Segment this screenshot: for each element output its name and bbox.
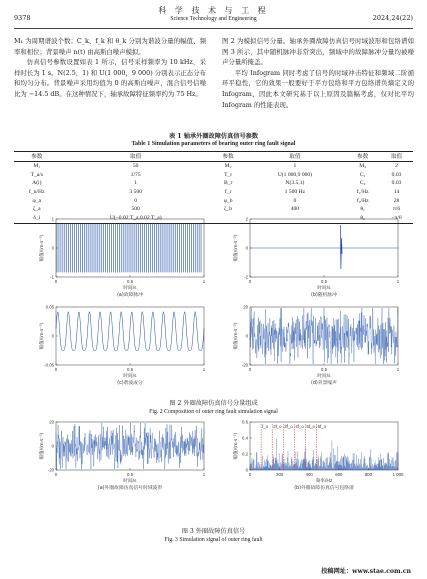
fault-frequency-label: 2f_o <box>273 424 282 429</box>
subplot-label: (b)随机脉冲 <box>311 293 337 298</box>
fault-frequency-label: 6f_o <box>317 424 326 429</box>
table-row <box>14 188 413 197</box>
page-header <box>14 4 413 29</box>
table-cell: f_r <box>224 189 232 196</box>
issue-info: 2024,24(22) <box>372 14 413 22</box>
right-paragraph-1: 图 2 为模拟信号分量。轴承外圈故障仿真信号时域波形和包络谱如图 3 所示，其中随机脉冲非常突出，频域中的故障脉冲分量均被噪声分量所掩盖。 <box>222 37 414 67</box>
fig2-panel-a <box>30 217 210 303</box>
y-tick-label: 20 <box>49 420 54 425</box>
table-cell: φ_b <box>223 197 233 204</box>
y-tick-label: 0 <box>245 333 248 339</box>
x-axis-label: 时间/s <box>123 286 137 291</box>
fig3-panel-b <box>224 420 404 498</box>
y-tick-label: 1 <box>51 217 54 222</box>
fig2-panel-b <box>224 217 404 303</box>
left-paragraph-1: M₁ 为周期谱波个数；C_k、f_k 和 θ_k 分别为谐波分量的幅值、频率和相位；背景噪声 n(t) 由高斯白噪声模拟。 <box>14 37 206 56</box>
x-tick-label: 1 <box>202 279 206 284</box>
y-tick-label: 0.6 <box>242 420 248 425</box>
signal-trace <box>56 312 204 351</box>
signal-trace <box>57 224 201 273</box>
subplot-label: (a)故障脉冲 <box>117 293 143 298</box>
table-cell: 28 <box>393 197 400 204</box>
table-cell: f₂/Hz <box>356 197 369 204</box>
table-row <box>14 161 413 170</box>
subplot-label: (a)外圈故障仿真信号时域波形 <box>97 486 163 491</box>
journal-title-en: Science Technology and Engineering <box>170 16 257 22</box>
y-tick-label: -20 <box>47 467 54 473</box>
x-tick-label: 0.5 <box>321 279 327 284</box>
table-cell: 1 <box>293 163 297 170</box>
fig2-panel-d <box>224 305 404 391</box>
page-number: 9378 <box>14 14 31 22</box>
table-body <box>14 161 413 223</box>
y-tick-label: 0 <box>51 245 54 251</box>
x-tick-label: 600 <box>335 472 343 477</box>
table-cell: 2 <box>395 163 398 170</box>
table-cell: 500 <box>131 206 140 213</box>
table-header-cell: 取值 <box>390 154 403 161</box>
table-row <box>14 179 413 188</box>
x-tick-label: 1 <box>202 367 206 372</box>
table-header-cell: 参数 <box>31 154 43 161</box>
fig3-caption-en: Fig. 3 Simulation signal of outer ring fault <box>164 537 263 543</box>
x-tick-label: 0 <box>54 367 58 372</box>
table-header-cell: 取值 <box>289 154 301 161</box>
x-axis-label: 时间/s <box>123 374 137 379</box>
table-cell: 1 <box>134 180 138 187</box>
table-cell: C₂ <box>359 180 366 187</box>
x-tick-label: 1 <box>202 472 206 477</box>
fig2-panel-c <box>30 305 210 391</box>
x-tick-label: 400 <box>305 472 313 477</box>
y-axis-label: 幅值/(m·s⁻²) <box>40 234 45 262</box>
x-tick-label: 0.5 <box>127 367 133 372</box>
y-tick-label: 0 <box>245 245 248 251</box>
table-cell: N(3.5,1) <box>285 180 305 187</box>
signal-trace <box>250 225 398 269</box>
table-cell: B_r <box>223 180 233 187</box>
y-tick-label: -20 <box>241 362 248 368</box>
table-cell: 0 <box>134 197 138 204</box>
fault-frequency-label: f_o <box>262 424 269 429</box>
table-header-cell: 参数 <box>357 154 369 161</box>
x-tick-label: 0.5 <box>321 367 327 372</box>
x-tick-label: 0 <box>54 279 58 284</box>
table-header-row <box>14 152 413 162</box>
y-tick-label: -1 <box>50 274 54 280</box>
signal-trace <box>56 423 204 469</box>
x-tick-label: 800 <box>364 472 372 477</box>
table-cell: M₃ <box>359 163 367 170</box>
table-cell: θ₁ <box>360 206 365 213</box>
table-header-cell: 取值 <box>130 154 142 161</box>
x-tick-label: 200 <box>276 472 284 477</box>
subplot-label: (d)背景噪声 <box>311 381 337 386</box>
x-tick-label: 0 <box>248 279 252 284</box>
y-tick-label: 0 <box>51 333 54 339</box>
table-cell: f₁/Hz <box>356 189 369 196</box>
table-cell: 1 500 Hz <box>284 189 306 196</box>
table-cell: θ₂ <box>360 215 365 222</box>
table-cell: 3 500 <box>129 189 142 196</box>
y-tick-label: 0 <box>245 467 248 473</box>
y-tick-label: -0.05 <box>44 362 54 368</box>
y-tick-label: 0.4 <box>242 435 248 441</box>
fig2-caption-cn: 图 2 外圈故障仿真信号分量组成 <box>169 400 258 407</box>
left-column <box>14 36 206 100</box>
table-cell: 1/75 <box>130 171 141 178</box>
fault-frequency-label: 4f_o <box>295 424 304 429</box>
table-cell: f_n/Hz <box>29 189 45 196</box>
table-cell: 0 <box>293 197 297 204</box>
fig2-caption-en: Fig. 2 Composition of outer ring fault simulation signal <box>149 409 278 415</box>
y-tick-label: -2 <box>244 274 248 280</box>
x-axis-label: 时间/s <box>123 479 137 484</box>
fault-frequency-label: 3f_o <box>284 424 293 429</box>
table-cell: 0.03 <box>391 171 402 178</box>
x-tick-label: 0 <box>54 472 58 477</box>
table-cell: δ_i <box>33 215 41 222</box>
table-cell: 400 <box>290 206 300 213</box>
table-cell: U(1 000,9 000) <box>277 171 313 178</box>
table-header-cell: 参数 <box>222 154 234 161</box>
subplot-label: (b)外圈故障仿真信号包络谱 <box>294 486 354 491</box>
y-tick-label: 0.05 <box>45 305 54 310</box>
x-tick-label: 0.5 <box>127 279 133 284</box>
x-axis-label: 时间/s <box>317 286 331 291</box>
y-axis-label: 幅值/(m·s⁻²) <box>40 322 45 350</box>
table-cell: T_a/s <box>30 171 43 178</box>
table-cell: 50 <box>132 163 139 170</box>
table-row <box>14 170 413 179</box>
table-title-cn: 表 1 轴承外圈故障仿真信号参数 <box>168 133 259 140</box>
table-cell: U(−0.02 T_a,0.02 T_a) <box>109 215 162 222</box>
right-column <box>222 36 414 110</box>
parameter-table <box>14 151 413 224</box>
x-tick-label: 1 000 <box>392 472 404 477</box>
subplot-label: (c)谐波成分 <box>117 381 143 386</box>
right-paragraph-2: 平均 Infogram 同时考虑了信号的时域冲击特征和频域二阶循环平稳性，它的效果一般要好于平方包络和平方包络谱负熵定义的 Infogram，因此本文研究基于以上原因及篇幅考虑，仅对比平均 Infogram 的性能表现。 <box>222 68 414 109</box>
table-cell: A(i) <box>32 180 42 187</box>
table-cell: π/6 <box>392 206 401 213</box>
y-tick-label: 2 <box>245 217 248 222</box>
table-cell: 0.03 <box>391 180 402 187</box>
table-cell: M₁ <box>33 163 41 170</box>
x-axis-label: 频率/Hz <box>315 479 333 484</box>
fig3-caption-cn: 图 3 外圈故障仿真信号 <box>181 528 246 535</box>
table-cell: M₂ <box>224 163 232 170</box>
x-tick-label: 1 <box>396 367 400 372</box>
fault-frequency-label: 5f_o <box>306 424 315 429</box>
y-tick-label: 20 <box>243 305 248 310</box>
y-tick-label: 0 <box>51 443 54 449</box>
signal-trace <box>250 308 398 364</box>
table-cell: 14 <box>393 189 400 196</box>
table-cell: ζ_a <box>32 206 41 213</box>
submission-url: 投稿网址：www.stae.com.cn <box>321 568 411 575</box>
journal-title-cn: 科 学 技 术 与 工 程 <box>158 6 269 15</box>
y-axis-label: 幅值/(m·s⁻²) <box>234 322 239 350</box>
table-cell: −π/6 <box>391 215 402 222</box>
y-axis-label: 幅值/(m·s⁻²) <box>234 432 239 460</box>
y-axis-label: 幅值/(m·s⁻²) <box>40 432 45 460</box>
y-tick-label: 0.2 <box>242 451 248 457</box>
y-axis-label: 幅值/(m·s⁻²) <box>234 234 239 262</box>
table-cell: φ_a <box>32 197 42 204</box>
x-tick-label: 1 <box>396 279 400 284</box>
x-tick-label: 0.5 <box>127 472 133 477</box>
table-row <box>14 196 413 205</box>
x-tick-label: 0 <box>248 472 252 477</box>
table-row <box>14 205 413 214</box>
table-title-en: Table 1 Simulation parameters of bearing outer ring fault signal <box>131 141 296 147</box>
table-cell: T_r <box>224 171 233 178</box>
fig3-panel-a <box>30 420 210 498</box>
left-paragraph-2: 仿真信号参数设置如表 1 所示，信号采样频率为 10 kHz，采样时长为 1 s。N(2.5，1) 和 U(1 000，9 000) 分别表示正态分布和均匀分布。背景噪声采用均值为 0 的高斯白噪声，混合信号信噪比为 −14.5 dB。在这种情况下，轴承故障特征频率约为 75 Hz。 <box>14 58 206 98</box>
x-tick-label: 0 <box>248 367 252 372</box>
x-axis-label: 时间/s <box>317 374 331 379</box>
table-cell: C₁ <box>359 171 366 178</box>
table-cell: ζ_b <box>224 206 233 213</box>
